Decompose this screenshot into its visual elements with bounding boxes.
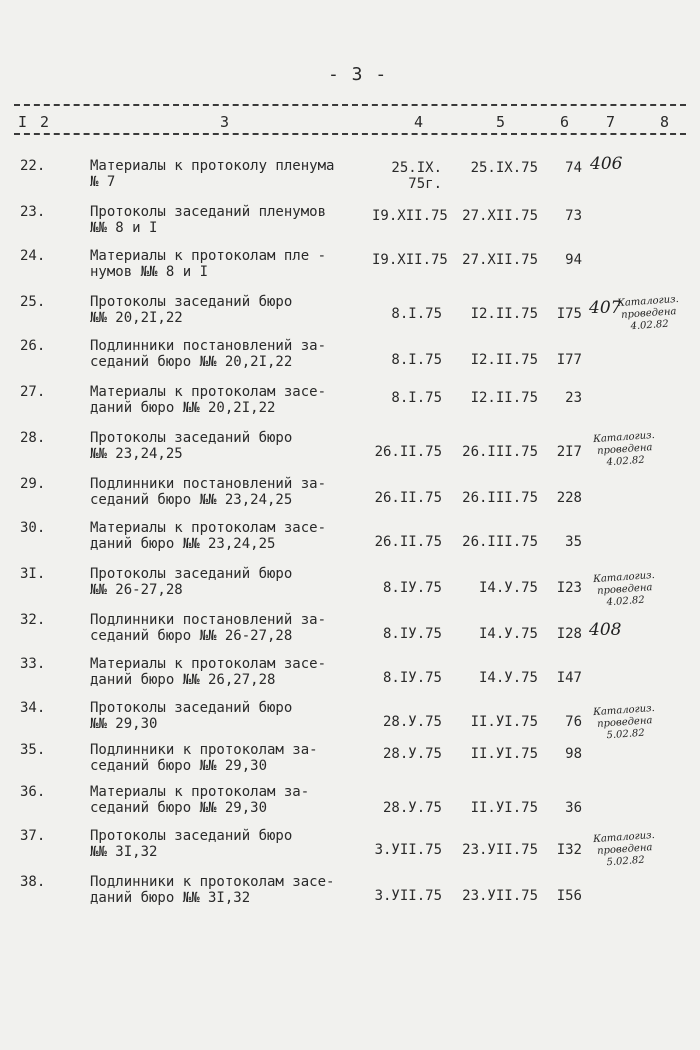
row-end-date: II.УI.75 [470, 714, 538, 730]
row-sheet-count: 98 [565, 746, 582, 762]
row-end-date: I2.II.75 [470, 390, 538, 406]
handwritten-box-406: 406 [590, 154, 623, 174]
row-title: Материалы к протоколам засе- даний бюро №№ 20,2I,22 [90, 384, 327, 416]
row-start-date: 28.У.75 [382, 800, 442, 816]
row-end-date: 27.XII.75 [462, 208, 538, 224]
table-row [0, 384, 700, 428]
row-sheet-count: I23 [556, 580, 582, 596]
row-sheet-count: 36 [565, 800, 582, 816]
row-end-date: 23.УII.75 [462, 842, 538, 858]
table-row [0, 784, 700, 828]
header-bottom-rule [14, 133, 686, 135]
row-start-date: 8.I.75 [391, 352, 442, 368]
row-start-date: 26.II.75 [374, 534, 442, 550]
row-number: 37. [20, 828, 46, 844]
row-title: Подлинники постановлений за- седаний бюро №№ 23,24,25 [90, 476, 327, 508]
table-row [0, 248, 700, 292]
row-sheet-count: 73 [565, 208, 582, 224]
row-number: 26. [20, 338, 46, 354]
row-sheet-count: I75 [556, 306, 582, 322]
row-sheet-count: I32 [556, 842, 582, 858]
table-row [0, 874, 700, 918]
header-col-2: 2 [40, 113, 50, 131]
row-end-date: 26.III.75 [462, 534, 538, 550]
row-end-date: 26.III.75 [462, 444, 538, 460]
row-start-date: 8.IУ.75 [382, 670, 442, 686]
row-start-date: I9.XII.75 [372, 208, 448, 224]
row-sheet-count: I28 [556, 626, 582, 642]
handwritten-note-catalog-5: Каталогиз. проведена 5.02.82 [592, 829, 656, 869]
row-end-date: I4.У.75 [478, 626, 538, 642]
row-start-date: 28.У.75 [382, 714, 442, 730]
row-title: Материалы к протоколам засе- даний бюро №№ 23,24,25 [90, 520, 327, 552]
row-end-date: 27.XII.75 [462, 252, 538, 268]
row-title: Подлинники к протоколам засе- даний бюро №№ 3I,32 [90, 874, 335, 906]
row-title: Материалы к протоколам засе- даний бюро №№ 26,27,28 [90, 656, 327, 688]
header-col-7: 7 [606, 113, 616, 131]
table-row [0, 742, 700, 786]
row-number: 22. [20, 158, 46, 174]
header-top-rule [14, 104, 686, 106]
handwritten-note-catalog-1: Каталогиз. проведена 4.02.82 [616, 293, 680, 333]
header-col-5: 5 [496, 113, 506, 131]
row-start-date: 28.У.75 [382, 746, 442, 762]
handwritten-box-407: 407 [589, 298, 622, 318]
row-start-date: 26.II.75 [374, 490, 442, 506]
row-number: 35. [20, 742, 46, 758]
row-start-date: 26.II.75 [374, 444, 442, 460]
row-start-date: 8.I.75 [391, 390, 442, 406]
header-col-6: 6 [560, 113, 570, 131]
row-start-date: 3.УII.75 [374, 842, 442, 858]
row-title: Протоколы заседаний бюро №№ 20,2I,22 [90, 294, 293, 326]
table-row [0, 338, 700, 382]
row-number: 28. [20, 430, 46, 446]
page-number: - 3 - [328, 64, 388, 85]
handwritten-box-408: 408 [589, 620, 622, 640]
row-title: Подлинники постановлений за- седаний бюро №№ 20,2I,22 [90, 338, 327, 370]
row-start-date: I9.XII.75 [372, 252, 448, 268]
row-sheet-count: 74 [565, 160, 582, 176]
row-title: Материалы к протоколу пленума № 7 [90, 158, 335, 190]
row-start-date: 8.IУ.75 [382, 580, 442, 596]
row-start-date: 8.I.75 [391, 306, 442, 322]
row-sheet-count: 94 [565, 252, 582, 268]
row-number: 34. [20, 700, 46, 716]
header-col-8: 8 [660, 113, 670, 131]
row-title: Протоколы заседаний бюро №№ 3I,32 [90, 828, 293, 860]
row-end-date: 26.III.75 [462, 490, 538, 506]
header-col-1: I [18, 113, 28, 131]
row-title: Протоколы заседаний бюро №№ 29,30 [90, 700, 293, 732]
row-title: Протоколы заседаний пленумов №№ 8 и I [90, 204, 327, 236]
header-col-4: 4 [414, 113, 424, 131]
row-number: 38. [20, 874, 46, 890]
row-number: 3I. [20, 566, 46, 582]
table-row [0, 656, 700, 700]
row-number: 30. [20, 520, 46, 536]
handwritten-note-catalog-3: Каталогиз. проведена 4.02.82 [592, 569, 656, 609]
handwritten-note-catalog-2: Каталогиз. проведена 4.02.82 [592, 429, 656, 469]
row-number: 23. [20, 204, 46, 220]
row-title: Материалы к протоколам за- седаний бюро №№ 29,30 [90, 784, 310, 816]
table-row [0, 204, 700, 248]
row-end-date: I4.У.75 [478, 670, 538, 686]
row-number: 27. [20, 384, 46, 400]
row-end-date: II.УI.75 [470, 746, 538, 762]
row-title: Протоколы заседаний бюро №№ 26-27,28 [90, 566, 293, 598]
row-title: Материалы к протоколам пле - нумов №№ 8 и I [90, 248, 327, 280]
row-end-date: 25.IX.75 [470, 160, 538, 176]
row-end-date: II.УI.75 [470, 800, 538, 816]
row-sheet-count: I77 [556, 352, 582, 368]
row-sheet-count: 228 [556, 490, 582, 506]
row-title: Подлинники к протоколам за- седаний бюро №№ 29,30 [90, 742, 318, 774]
row-title: Протоколы заседаний бюро №№ 23,24,25 [90, 430, 293, 462]
row-end-date: 23.УII.75 [462, 888, 538, 904]
row-start-date: 8.IУ.75 [382, 626, 442, 642]
table-row [0, 476, 700, 520]
row-start-date: 25.IX. 75г. [391, 160, 442, 192]
row-end-date: I4.У.75 [478, 580, 538, 596]
row-number: 25. [20, 294, 46, 310]
row-sheet-count: 23 [565, 390, 582, 406]
row-sheet-count: 76 [565, 714, 582, 730]
table-row [0, 520, 700, 564]
row-number: 32. [20, 612, 46, 628]
row-number: 36. [20, 784, 46, 800]
row-number: 33. [20, 656, 46, 672]
row-sheet-count: I47 [556, 670, 582, 686]
row-number: 29. [20, 476, 46, 492]
row-sheet-count: 2I7 [556, 444, 582, 460]
row-sheet-count: 35 [565, 534, 582, 550]
row-number: 24. [20, 248, 46, 264]
row-start-date: 3.УII.75 [374, 888, 442, 904]
row-end-date: I2.II.75 [470, 306, 538, 322]
handwritten-note-catalog-4: Каталогиз. проведена 5.02.82 [592, 702, 656, 742]
row-end-date: I2.II.75 [470, 352, 538, 368]
row-sheet-count: I56 [556, 888, 582, 904]
header-col-3: 3 [220, 113, 230, 131]
row-title: Подлинники постановлений за- седаний бюро №№ 26-27,28 [90, 612, 327, 644]
